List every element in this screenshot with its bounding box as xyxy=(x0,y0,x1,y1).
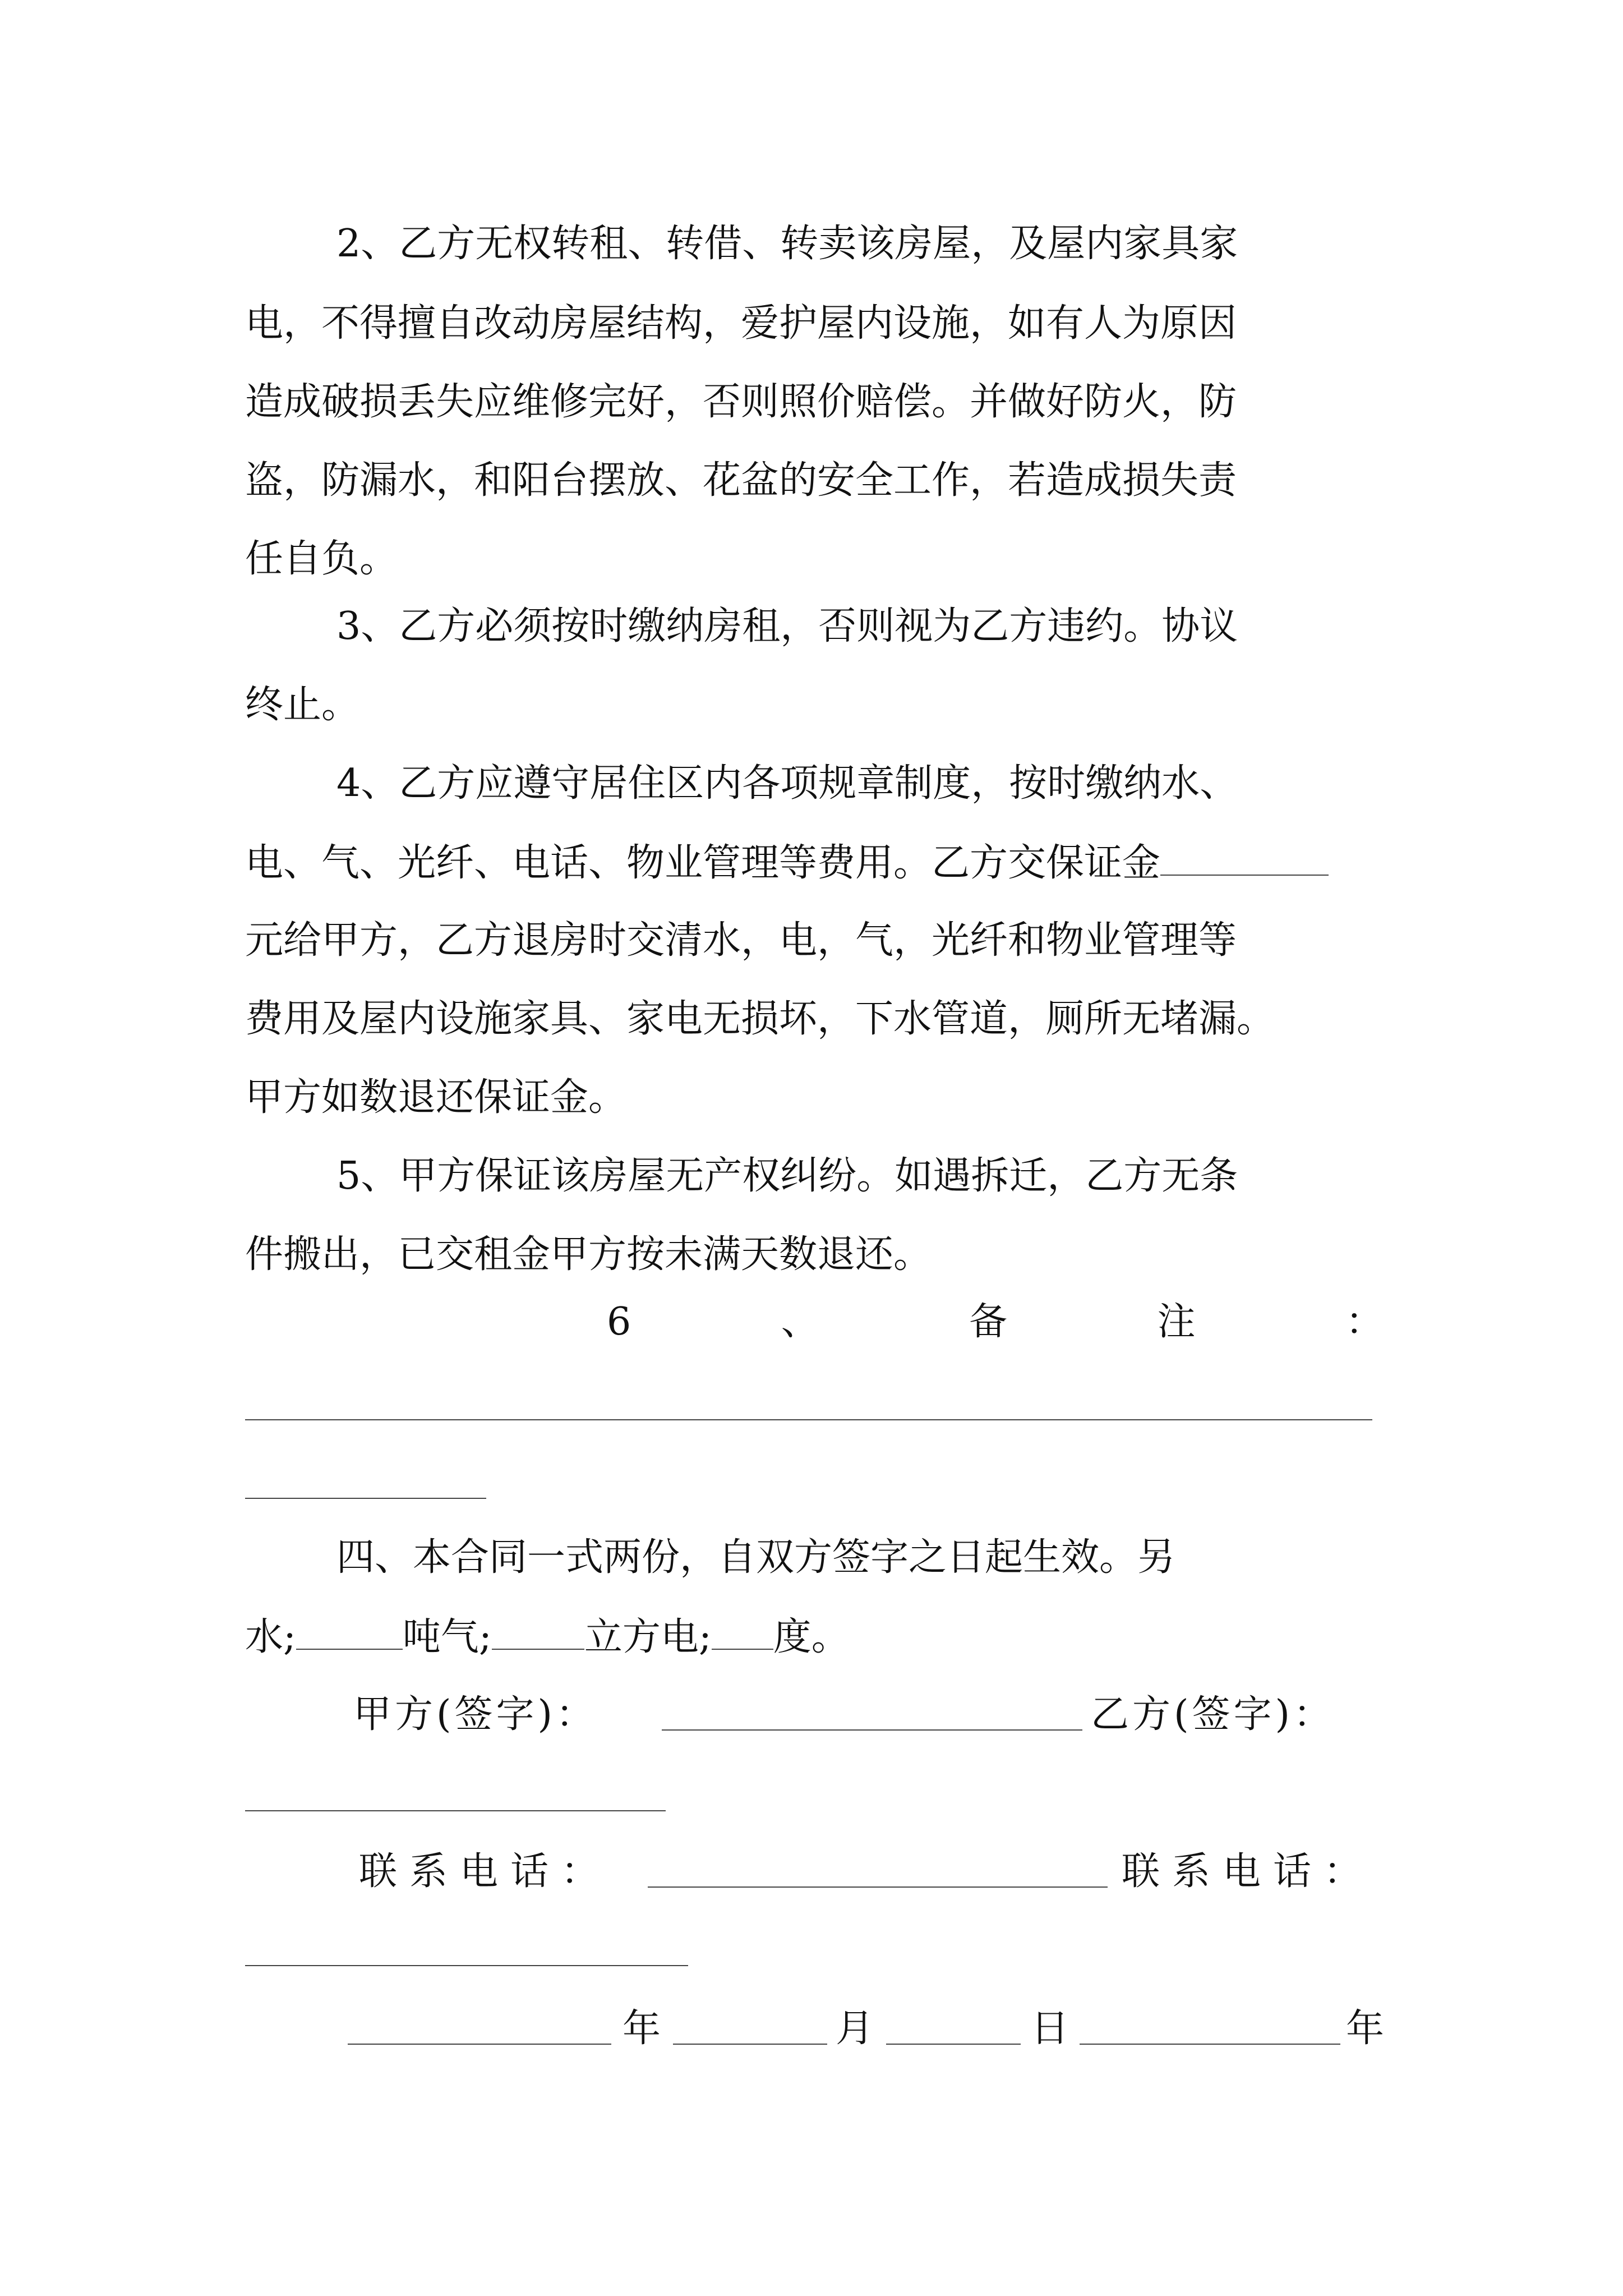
remarks-word-2: 注 xyxy=(1157,1300,1196,1344)
party-b-phone-blank[interactable] xyxy=(245,1965,688,1966)
section-4-line-1: 四、本合同一式两份，自双方签字之日起生效。另 xyxy=(336,1535,1176,1580)
remarks-blank-line-2[interactable] xyxy=(245,1498,486,1499)
clause-4-line-5: 甲方如数退还保证金。 xyxy=(245,1075,627,1120)
clause-5-line-1: 5、甲方保证该房屋无产权纠纷。如遇拆迁，乙方无条 xyxy=(336,1154,1238,1198)
remarks-separator: 、 xyxy=(781,1300,819,1344)
gas-blank[interactable] xyxy=(492,1614,584,1650)
party-a-phone-blank[interactable] xyxy=(648,1887,1108,1888)
cubic-elec-label: 立方电; xyxy=(584,1615,712,1659)
party-a-sign-label: 甲方(签字)： xyxy=(353,1692,598,1737)
remarks-blank-line-1[interactable] xyxy=(245,1419,1372,1420)
year-2-label: 年 xyxy=(1346,2007,1385,2051)
clause-2-line-3: 造成破损丢失应维修完好，否则照价赔偿。并做好防火，防 xyxy=(245,380,1237,424)
clause-4-line-2-text: 电、气、光纤、电话、物业管理等费用。乙方交保证金 xyxy=(245,841,1161,885)
clause-4-line-4: 费用及屋内设施家具、家电无损坏，下水管道，厕所无堵漏。 xyxy=(245,997,1275,1041)
section-4-line-2 xyxy=(245,1614,1384,1659)
remarks-word-1: 备 xyxy=(969,1300,1008,1344)
clause-3-line-1: 3、乙方必须按时缴纳房租，否则视为乙方违约。协议 xyxy=(336,604,1238,648)
year-label: 年 xyxy=(623,2007,661,2051)
party-b-sign-blank[interactable] xyxy=(245,1810,666,1811)
year-blank[interactable] xyxy=(348,2044,611,2045)
clause-3-line-2: 终止。 xyxy=(245,683,360,727)
clause-2-line-4: 盗，防漏水，和阳台摆放、花盆的安全工作，若造成损失责 xyxy=(245,458,1237,503)
clause-2-line-1: 2、乙方无权转租、转借、转卖该房屋，及屋内家具家 xyxy=(336,222,1238,266)
party-b-sign-label: 乙方(签字)： xyxy=(1091,1692,1335,1737)
elec-blank[interactable] xyxy=(712,1614,773,1650)
clause-2-line-5: 任自负。 xyxy=(245,537,398,581)
clause-2-line-2: 电，不得擅自改动房屋结构，爱护屋内设施，如有人为原因 xyxy=(245,301,1237,346)
party-a-sign-blank[interactable] xyxy=(662,1729,1082,1731)
remarks-colon: ： xyxy=(1345,1300,1384,1344)
ton-gas-label: 吨气; xyxy=(402,1615,492,1659)
party-b-phone-label: 联系电话： xyxy=(1122,1849,1375,1894)
month-label: 月 xyxy=(836,2007,874,2051)
water-blank[interactable] xyxy=(296,1614,403,1650)
year-2-blank[interactable] xyxy=(1080,2044,1340,2045)
degree-label: 度。 xyxy=(773,1615,850,1659)
month-blank[interactable] xyxy=(673,2044,827,2045)
clause-4-line-1: 4、乙方应遵守居住区内各项规章制度，按时缴纳水、 xyxy=(336,761,1238,806)
day-blank[interactable] xyxy=(886,2044,1021,2045)
day-label: 日 xyxy=(1031,2007,1069,2051)
party-a-phone-label: 联系电话： xyxy=(359,1849,612,1894)
water-label: 水; xyxy=(245,1615,296,1659)
clause-4-line-3: 元给甲方，乙方退房时交清水，电，气，光纤和物业管理等 xyxy=(245,918,1237,963)
remarks-heading xyxy=(607,1300,1384,1345)
remarks-number: 6 xyxy=(607,1300,631,1344)
clause-4-line-2 xyxy=(245,840,1384,885)
deposit-blank[interactable] xyxy=(1160,840,1329,876)
clause-5-line-2: 件搬出，已交租金甲方按未满天数退还。 xyxy=(245,1232,932,1277)
